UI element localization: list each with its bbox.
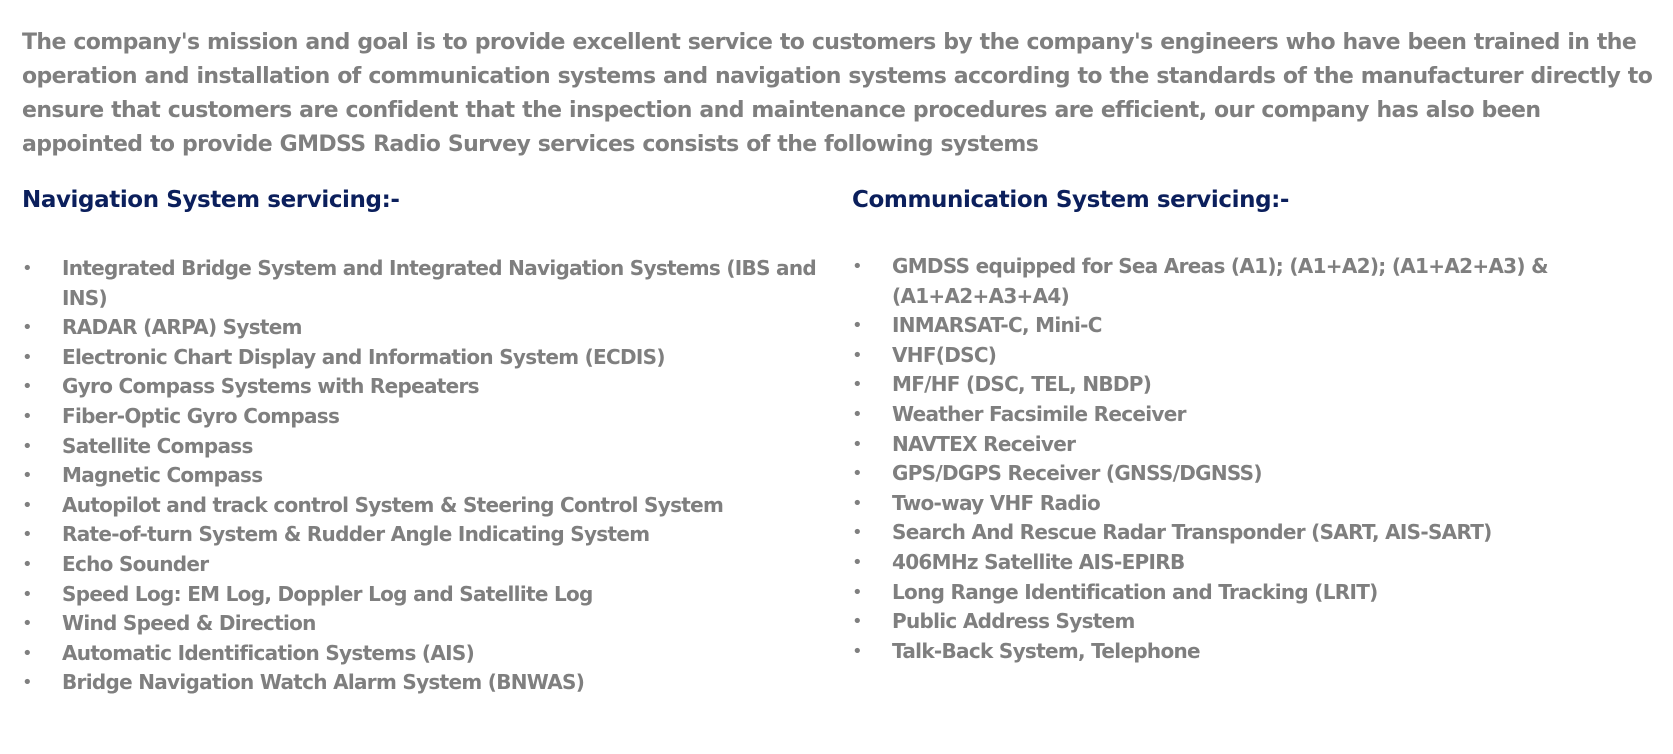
list-item-text: Weather Facsimile Receiver — [892, 401, 1186, 426]
list-item-text: MF/HF (DSC, TEL, NBDP) — [892, 372, 1152, 397]
list-item — [852, 489, 1652, 519]
bullet-icon: • — [852, 551, 862, 573]
bullet-icon: • — [22, 553, 32, 575]
bullet-icon: • — [22, 524, 32, 546]
list-item — [22, 668, 842, 698]
list-item — [22, 372, 842, 402]
list-item-text: Autopilot and track control System & Steering Control System — [62, 492, 724, 517]
intro-paragraph: The company's mission and goal is to provide excellent service to customers by the company's engineers who have been trained in the operation and installation of communication systems and navigation systems according to the standards of the manufacturer directly to ensure that customers are confident that the inspection and maintenance procedures are efficient, our company has also been appointed to provide GMDSS Radio Survey services consists of the following systems — [22, 30, 1653, 157]
list-item-text: Long Range Identification and Tracking (LRIT) — [892, 579, 1378, 604]
bullet-icon: • — [852, 463, 862, 485]
communication-section — [852, 185, 1652, 666]
bullet-icon: • — [852, 611, 862, 633]
list-item — [852, 400, 1652, 430]
bullet-icon: • — [22, 465, 32, 487]
list-item-text: Talk-Back System, Telephone — [892, 638, 1200, 663]
bullet-icon: • — [852, 581, 862, 603]
list-item — [852, 548, 1652, 578]
list-item-text: 406MHz Satellite AIS-EPIRB — [892, 549, 1185, 574]
navigation-heading: Navigation System servicing:- — [22, 187, 400, 213]
bullet-icon: • — [852, 492, 862, 514]
list-item-text: Satellite Compass — [62, 433, 253, 458]
list-item-text: Wind Speed & Direction — [62, 611, 316, 636]
list-item — [22, 550, 842, 580]
list-item — [22, 254, 842, 313]
list-item — [852, 430, 1652, 460]
list-item — [22, 491, 842, 521]
bullet-icon: • — [22, 405, 32, 427]
list-item — [22, 520, 842, 550]
bullet-icon: • — [22, 317, 32, 339]
list-item — [22, 461, 842, 491]
list-item-text: Search And Rescue Radar Transponder (SART, AIS-SART) — [892, 520, 1492, 545]
bullet-icon: • — [22, 494, 32, 516]
list-item — [22, 343, 842, 373]
list-item-text: Two-way VHF Radio — [892, 490, 1101, 515]
communication-list — [852, 252, 1652, 666]
list-item — [852, 252, 1652, 311]
list-item-text: Fiber-Optic Gyro Compass — [62, 403, 340, 428]
bullet-icon: • — [852, 640, 862, 662]
list-item-text: GMDSS equipped for Sea Areas (A1); (A1+A2); (A1+A2+A3) & (A1+A2+A3+A4) — [892, 254, 1548, 308]
bullet-icon: • — [22, 672, 32, 694]
list-item — [22, 432, 842, 462]
navigation-section — [22, 185, 842, 698]
communication-heading: Communication System servicing:- — [852, 187, 1290, 213]
bullet-icon: • — [852, 256, 862, 277]
bullet-icon: • — [22, 642, 32, 664]
list-item — [852, 370, 1652, 400]
list-item-text: VHF(DSC) — [892, 342, 997, 367]
bullet-icon: • — [852, 433, 862, 455]
bullet-icon: • — [22, 583, 32, 605]
list-item-text: Bridge Navigation Watch Alarm System (BNWAS) — [62, 670, 585, 695]
bullet-icon: • — [22, 435, 32, 457]
list-item-text: Magnetic Compass — [62, 463, 263, 488]
list-item — [852, 578, 1652, 608]
list-item — [852, 637, 1652, 667]
bullet-icon: • — [22, 346, 32, 368]
list-item-text: RADAR (ARPA) System — [62, 315, 302, 340]
list-item-text: Automatic Identification Systems (AIS) — [62, 640, 475, 665]
list-item — [852, 459, 1652, 489]
list-item — [22, 313, 842, 343]
bullet-icon: • — [22, 258, 32, 279]
list-item — [22, 402, 842, 432]
bullet-icon: • — [852, 374, 862, 396]
list-item — [852, 311, 1652, 341]
list-item-text: NAVTEX Receiver — [892, 431, 1076, 456]
list-item-text: Echo Sounder — [62, 551, 209, 576]
list-item-text: Public Address System — [892, 609, 1135, 634]
bullet-icon: • — [22, 376, 32, 398]
list-item-text: GPS/DGPS Receiver (GNSS/DGNSS) — [892, 461, 1262, 486]
list-item — [852, 607, 1652, 637]
list-item-text: Speed Log: EM Log, Doppler Log and Satellite Log — [62, 581, 593, 606]
navigation-list — [22, 254, 842, 698]
list-item — [22, 609, 842, 639]
list-item-text: Electronic Chart Display and Information System (ECDIS) — [62, 344, 665, 369]
bullet-icon: • — [852, 344, 862, 366]
list-item — [852, 518, 1652, 548]
list-item-text: Integrated Bridge System and Integrated Navigation Systems (IBS and INS) — [62, 256, 816, 310]
bullet-icon: • — [852, 522, 862, 544]
list-item-text: INMARSAT-C, Mini-C — [892, 313, 1102, 338]
bullet-icon: • — [852, 403, 862, 425]
bullet-icon: • — [22, 613, 32, 635]
list-item-text: Rate-of-turn System & Rudder Angle Indicating System — [62, 522, 650, 547]
list-item-text: Gyro Compass Systems with Repeaters — [62, 374, 479, 399]
list-item — [852, 341, 1652, 371]
bullet-icon: • — [852, 315, 862, 337]
list-item — [22, 639, 842, 669]
list-item — [22, 580, 842, 610]
